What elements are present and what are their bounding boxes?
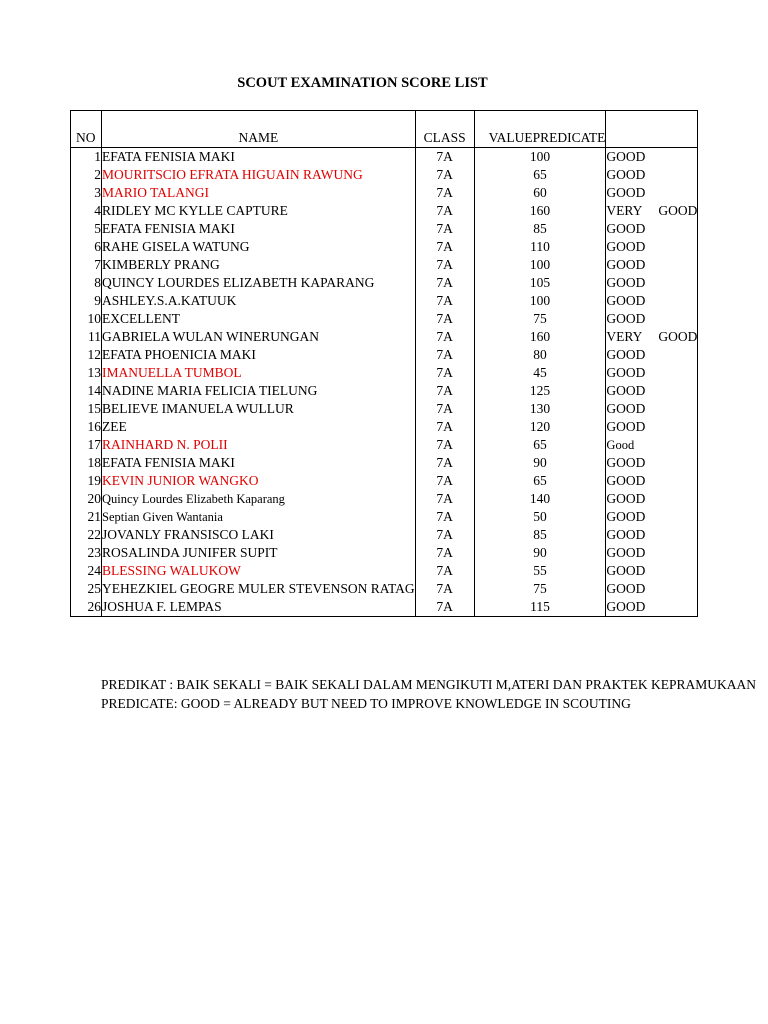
row-no: 14 xyxy=(71,382,102,400)
row-predicate: GOOD xyxy=(606,148,698,167)
row-value: 115 xyxy=(474,598,606,617)
row-class: 7A xyxy=(415,148,474,167)
row-name: KIMBERLY PRANG xyxy=(102,256,416,274)
row-name: BELIEVE IMANUELA WULLUR xyxy=(102,400,416,418)
row-value: 50 xyxy=(474,508,606,526)
row-value: 120 xyxy=(474,418,606,436)
row-predicate: GOOD xyxy=(606,238,698,256)
row-no: 19 xyxy=(71,472,102,490)
row-value: 160 xyxy=(474,202,606,220)
header-class: CLASS xyxy=(415,111,474,148)
row-predicate: GOOD xyxy=(606,364,698,382)
predicate-word: VERY xyxy=(606,329,643,344)
row-name: KEVIN JUNIOR WANGKO xyxy=(102,472,416,490)
row-predicate: GOOD xyxy=(606,310,698,328)
row-no: 25 xyxy=(71,580,102,598)
row-predicate: GOOD xyxy=(606,382,698,400)
row-value: 160 xyxy=(474,328,606,346)
table-row xyxy=(71,328,698,346)
row-value: 110 xyxy=(474,238,606,256)
row-value: 100 xyxy=(474,256,606,274)
row-no: 20 xyxy=(71,490,102,508)
row-value: 90 xyxy=(474,544,606,562)
row-class: 7A xyxy=(415,490,474,508)
row-name: ASHLEY.S.A.KATUUK xyxy=(102,292,416,310)
table-row xyxy=(71,400,698,418)
row-name: JOSHUA F. LEMPAS xyxy=(102,598,416,617)
row-class: 7A xyxy=(415,328,474,346)
table-row xyxy=(71,436,698,454)
row-name: RAHE GISELA WATUNG xyxy=(102,238,416,256)
row-value: 60 xyxy=(474,184,606,202)
row-class: 7A xyxy=(415,166,474,184)
table-row xyxy=(71,508,698,526)
table-row xyxy=(71,562,698,580)
row-no: 9 xyxy=(71,292,102,310)
row-value: 55 xyxy=(474,562,606,580)
row-class: 7A xyxy=(415,238,474,256)
row-name: EFATA FENISIA MAKI xyxy=(102,454,416,472)
row-class: 7A xyxy=(415,418,474,436)
row-predicate: GOOD xyxy=(606,346,698,364)
row-no: 11 xyxy=(71,328,102,346)
row-predicate: GOOD xyxy=(606,580,698,598)
score-table xyxy=(70,110,698,617)
row-no: 5 xyxy=(71,220,102,238)
table-row xyxy=(71,526,698,544)
row-value: 65 xyxy=(474,472,606,490)
row-class: 7A xyxy=(415,454,474,472)
row-name: EFATA FENISIA MAKI xyxy=(102,148,416,167)
header-predicate xyxy=(606,111,698,148)
row-class: 7A xyxy=(415,184,474,202)
row-class: 7A xyxy=(415,346,474,364)
row-no: 22 xyxy=(71,526,102,544)
row-value: 85 xyxy=(474,526,606,544)
row-value: 65 xyxy=(474,436,606,454)
row-value: 65 xyxy=(474,166,606,184)
row-name: EFATA PHOENICIA MAKI xyxy=(102,346,416,364)
table-row xyxy=(71,472,698,490)
row-value: 90 xyxy=(474,454,606,472)
row-name: EFATA FENISIA MAKI xyxy=(102,220,416,238)
row-class: 7A xyxy=(415,274,474,292)
table-row xyxy=(71,490,698,508)
row-name: Quincy Lourdes Elizabeth Kaparang xyxy=(102,490,416,508)
row-value: 125 xyxy=(474,382,606,400)
row-no: 3 xyxy=(71,184,102,202)
row-no: 6 xyxy=(71,238,102,256)
row-predicate: GOOD xyxy=(606,400,698,418)
row-name: ROSALINDA JUNIFER SUPIT xyxy=(102,544,416,562)
row-no: 2 xyxy=(71,166,102,184)
row-class: 7A xyxy=(415,220,474,238)
table-row xyxy=(71,418,698,436)
row-class: 7A xyxy=(415,382,474,400)
row-class: 7A xyxy=(415,436,474,454)
note-predikat: PREDIKAT : BAIK SEKALI = BAIK SEKALI DALAM MENGIKUTI M,ATERI DAN PRAKTEK KEPRAMUKAAN xyxy=(101,677,756,692)
row-value: 140 xyxy=(474,490,606,508)
row-name: NADINE MARIA FELICIA TIELUNG xyxy=(102,382,416,400)
row-name: EXCELLENT xyxy=(102,310,416,328)
row-predicate: GOOD xyxy=(606,508,698,526)
table-row xyxy=(71,346,698,364)
row-name: JOVANLY FRANSISCO LAKI xyxy=(102,526,416,544)
row-class: 7A xyxy=(415,364,474,382)
row-class: 7A xyxy=(415,526,474,544)
row-name: MOURITSCIO EFRATA HIGUAIN RAWUNG xyxy=(102,166,416,184)
row-no: 17 xyxy=(71,436,102,454)
row-name: GABRIELA WULAN WINERUNGAN xyxy=(102,328,416,346)
row-no: 4 xyxy=(71,202,102,220)
row-class: 7A xyxy=(415,580,474,598)
table-row xyxy=(71,220,698,238)
table-row xyxy=(71,238,698,256)
row-class: 7A xyxy=(415,310,474,328)
row-class: 7A xyxy=(415,292,474,310)
row-no: 10 xyxy=(71,310,102,328)
table-row xyxy=(71,274,698,292)
row-value: 105 xyxy=(474,274,606,292)
row-name: RAINHARD N. POLII xyxy=(102,436,416,454)
row-predicate: GOOD xyxy=(606,166,698,184)
row-no: 7 xyxy=(71,256,102,274)
row-class: 7A xyxy=(415,256,474,274)
row-value: 80 xyxy=(474,346,606,364)
row-no: 24 xyxy=(71,562,102,580)
row-predicate: GOOD xyxy=(606,274,698,292)
table-row xyxy=(71,292,698,310)
row-predicate: GOOD xyxy=(606,472,698,490)
table-row xyxy=(71,202,698,220)
table-row xyxy=(71,184,698,202)
row-name: IMANUELLA TUMBOL xyxy=(102,364,416,382)
table-row xyxy=(71,256,698,274)
table-row xyxy=(71,544,698,562)
row-predicate: Good xyxy=(606,436,698,454)
row-value: 85 xyxy=(474,220,606,238)
row-predicate: GOOD xyxy=(606,544,698,562)
row-value: 75 xyxy=(474,580,606,598)
row-no: 13 xyxy=(71,364,102,382)
row-predicate: GOOD xyxy=(606,526,698,544)
row-class: 7A xyxy=(415,562,474,580)
row-class: 7A xyxy=(415,508,474,526)
row-predicate: GOOD xyxy=(606,490,698,508)
row-name: RIDLEY MC KYLLE CAPTURE xyxy=(102,202,416,220)
row-predicate: GOOD xyxy=(606,418,698,436)
row-predicate: GOOD xyxy=(606,292,698,310)
row-value: 45 xyxy=(474,364,606,382)
row-name: ZEE xyxy=(102,418,416,436)
row-name: YEHEZKIEL GEOGRE MULER STEVENSON RATAG xyxy=(102,581,415,596)
table-row xyxy=(71,580,698,598)
table-row xyxy=(71,166,698,184)
predicate-word: GOOD xyxy=(658,203,698,218)
row-value: 100 xyxy=(474,292,606,310)
row-value: 100 xyxy=(474,148,606,167)
row-class: 7A xyxy=(415,598,474,617)
table-row xyxy=(71,454,698,472)
row-predicate xyxy=(606,202,698,220)
row-class: 7A xyxy=(415,472,474,490)
row-predicate xyxy=(606,328,698,346)
row-predicate: GOOD xyxy=(606,256,698,274)
row-predicate: GOOD xyxy=(606,598,698,617)
row-class: 7A xyxy=(415,400,474,418)
notes xyxy=(101,675,756,713)
row-class: 7A xyxy=(415,544,474,562)
table-row xyxy=(71,364,698,382)
row-no: 26 xyxy=(71,598,102,617)
header-row xyxy=(71,111,698,148)
row-name: QUINCY LOURDES ELIZABETH KAPARANG xyxy=(102,274,416,292)
header-value xyxy=(474,111,606,148)
row-name: MARIO TALANGI xyxy=(102,184,416,202)
document-title: SCOUT EXAMINATION SCORE LIST xyxy=(237,75,488,91)
row-no: 21 xyxy=(71,508,102,526)
predicate-word: VERY xyxy=(606,203,643,218)
table-row xyxy=(71,310,698,328)
note-predicate: PREDICATE: GOOD = ALREADY BUT NEED TO IMPROVE KNOWLEDGE IN SCOUTING xyxy=(101,696,631,711)
header-no: NO xyxy=(71,111,102,148)
predicate-word: GOOD xyxy=(658,329,698,344)
row-predicate: GOOD xyxy=(606,562,698,580)
row-predicate: GOOD xyxy=(606,220,698,238)
row-name: BLESSING WALUKOW xyxy=(102,562,416,580)
row-no: 15 xyxy=(71,400,102,418)
row-predicate: GOOD xyxy=(606,184,698,202)
row-no: 12 xyxy=(71,346,102,364)
row-no: 23 xyxy=(71,544,102,562)
row-no: 18 xyxy=(71,454,102,472)
row-value: 130 xyxy=(474,400,606,418)
row-name: Septian Given Wantania xyxy=(102,508,416,526)
row-no: 16 xyxy=(71,418,102,436)
row-no: 1 xyxy=(71,148,102,167)
row-value: 75 xyxy=(474,310,606,328)
row-predicate: GOOD xyxy=(606,454,698,472)
table-row xyxy=(71,148,698,167)
table-row xyxy=(71,598,698,617)
header-name: NAME xyxy=(102,111,416,148)
row-no: 8 xyxy=(71,274,102,292)
row-class: 7A xyxy=(415,202,474,220)
header-value-label: VALUEPREDICATE xyxy=(488,130,606,145)
table-row xyxy=(71,382,698,400)
